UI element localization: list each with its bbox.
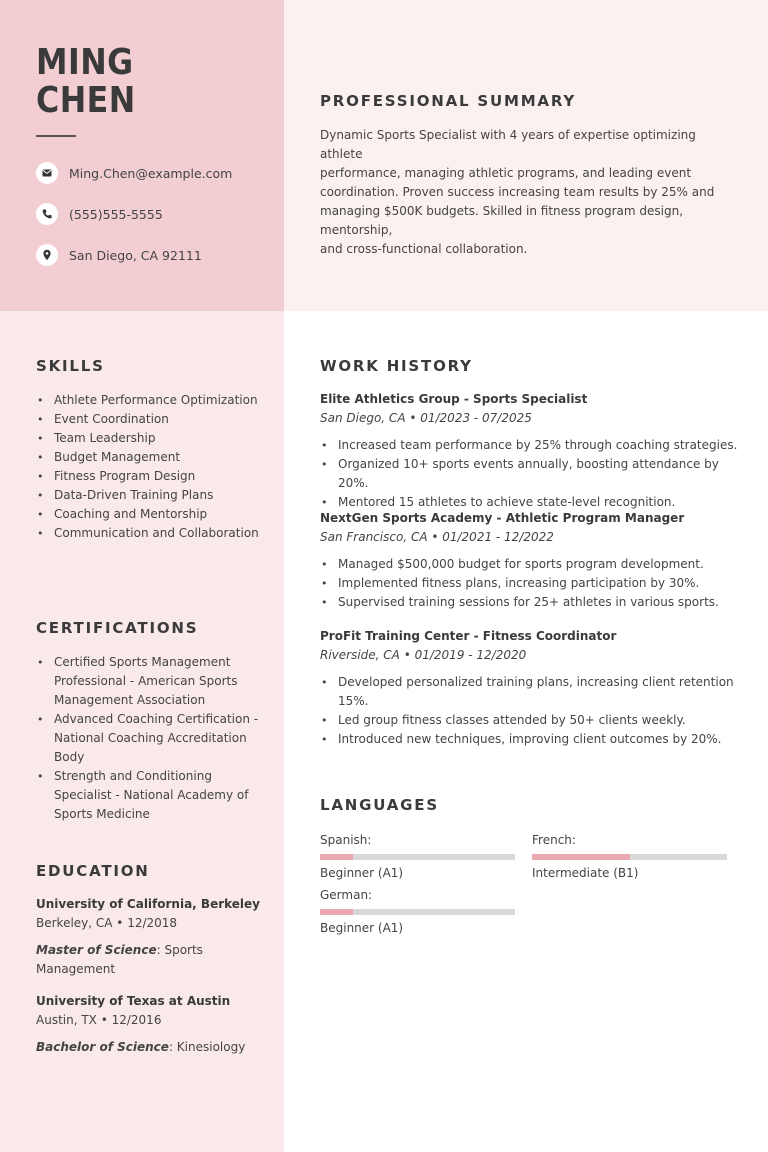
email-text[interactable]: Ming.Chen@example.com: [69, 165, 233, 181]
education-location-date: Austin, TX • 12/2016: [36, 1013, 162, 1027]
certification-item: • Advanced Coaching Certification - National Coaching Accreditation Body: [36, 710, 266, 767]
summary-line: performance, managing athletic programs, and leading event: [320, 166, 692, 180]
job-bullet: • Introduced new techniques, improving client outcomes by 20%.: [320, 730, 740, 749]
summary-line: coordination. Proven success increasing team results by 25% and: [320, 185, 715, 199]
email-icon: [36, 162, 58, 184]
languages-heading: LANGUAGES: [320, 796, 439, 814]
job-entry: [320, 390, 740, 512]
summary-line: managing $500K budgets. Skilled in fitness program design, mentorship,: [320, 204, 684, 237]
job-entry: [320, 509, 740, 612]
language-bar-track: [320, 909, 515, 915]
language-level: Beginner (A1): [320, 921, 404, 935]
job-meta: Riverside, CA • 01/2019 - 12/2020: [320, 648, 527, 662]
job-bullets: [320, 436, 740, 512]
summary-line: Dynamic Sports Specialist with 4 years of expertise optimizing athlete: [320, 128, 696, 161]
language-name: French:: [532, 833, 576, 847]
skill-item: • Athlete Performance Optimization: [36, 391, 266, 410]
job-entry: [320, 627, 740, 749]
skill-item: • Coaching and Mentorship: [36, 505, 266, 524]
degree-field: : Kinesiology: [168, 1040, 246, 1054]
skill-item: • Event Coordination: [36, 410, 266, 429]
degree-field: : Sports Management: [36, 943, 203, 976]
language-bar-track: [532, 854, 727, 860]
skills-list: [36, 391, 266, 543]
job-bullet: • Organized 10+ sports events annually, boosting attendance by 20%.: [320, 455, 740, 493]
job-title: ProFit Training Center - Fitness Coordinator: [320, 629, 617, 643]
skill-item: • Team Leadership: [36, 429, 266, 448]
job-bullet: • Managed $500,000 budget for sports program development.: [320, 555, 740, 574]
education-degree: [36, 1038, 266, 1057]
job-bullet: • Led group fitness classes attended by 50+ clients weekly.: [320, 711, 740, 730]
job-title: Elite Athletics Group - Sports Specialist: [320, 392, 588, 406]
skills-heading: SKILLS: [36, 357, 105, 375]
contact-email: [36, 162, 232, 184]
language-bar-track: [320, 854, 515, 860]
degree-name: Master of Science: [36, 943, 157, 957]
education-heading: EDUCATION: [36, 862, 150, 880]
language-bar-fill: [320, 854, 353, 860]
education-entry: [36, 992, 266, 1057]
summary-heading: PROFESSIONAL SUMMARY: [320, 92, 577, 110]
language-entry: [320, 832, 515, 881]
skill-item: • Budget Management: [36, 448, 266, 467]
education-degree: [36, 941, 266, 979]
language-bar-fill: [532, 854, 630, 860]
language-bar-fill: [320, 909, 353, 915]
language-level: Intermediate (B1): [532, 866, 639, 880]
skill-item: • Communication and Collaboration: [36, 524, 266, 543]
education-school: University of Texas at Austin: [36, 994, 231, 1008]
contact-location: [36, 244, 202, 266]
job-bullet: • Increased team performance by 25% through coaching strategies.: [320, 436, 740, 455]
job-meta: San Francisco, CA • 01/2021 - 12/2022: [320, 530, 554, 544]
language-entry: [320, 887, 515, 936]
last-name: CHEN: [36, 80, 136, 121]
language-level: Beginner (A1): [320, 866, 404, 880]
job-bullet: • Supervised training sessions for 25+ athletes in various sports.: [320, 593, 740, 612]
skill-item: • Data-Driven Training Plans: [36, 486, 266, 505]
certification-item: • Certified Sports Management Professional - American Sports Management Association: [36, 653, 266, 710]
skill-item: • Fitness Program Design: [36, 467, 266, 486]
certification-item: • Strength and Conditioning Specialist - National Academy of Sports Medicine: [36, 767, 266, 824]
language-name: Spanish:: [320, 833, 372, 847]
language-entry: [532, 832, 727, 881]
job-meta: San Diego, CA • 01/2023 - 07/2025: [320, 411, 532, 425]
work-history-heading: WORK HISTORY: [320, 357, 473, 375]
job-bullet: • Implemented fitness plans, increasing participation by 30%.: [320, 574, 740, 593]
job-bullet: • Developed personalized training plans, increasing client retention 15%.: [320, 673, 740, 711]
candidate-name: [36, 44, 238, 120]
certifications-list: [36, 653, 266, 824]
name-divider: [36, 135, 76, 137]
first-name: MING: [36, 42, 134, 83]
language-name: German:: [320, 888, 373, 902]
contact-phone: [36, 203, 163, 225]
location-text: San Diego, CA 92111: [69, 247, 202, 263]
location-pin-icon: [36, 244, 58, 266]
summary-line: and cross-functional collaboration.: [320, 242, 528, 256]
summary-text: [320, 126, 740, 259]
education-school: University of California, Berkeley: [36, 897, 260, 911]
phone-icon: [36, 203, 58, 225]
certifications-heading: CERTIFICATIONS: [36, 619, 199, 637]
education-location-date: Berkeley, CA • 12/2018: [36, 916, 178, 930]
job-bullet: • Mentored 15 athletes to achieve state-level recognition.: [320, 493, 740, 512]
degree-name: Bachelor of Science: [36, 1040, 169, 1054]
job-title: NextGen Sports Academy - Athletic Program Manager: [320, 511, 685, 525]
phone-text[interactable]: (555)555-5555: [69, 206, 163, 222]
job-bullets: [320, 555, 740, 612]
job-bullets: [320, 673, 740, 749]
education-entry: [36, 895, 266, 979]
